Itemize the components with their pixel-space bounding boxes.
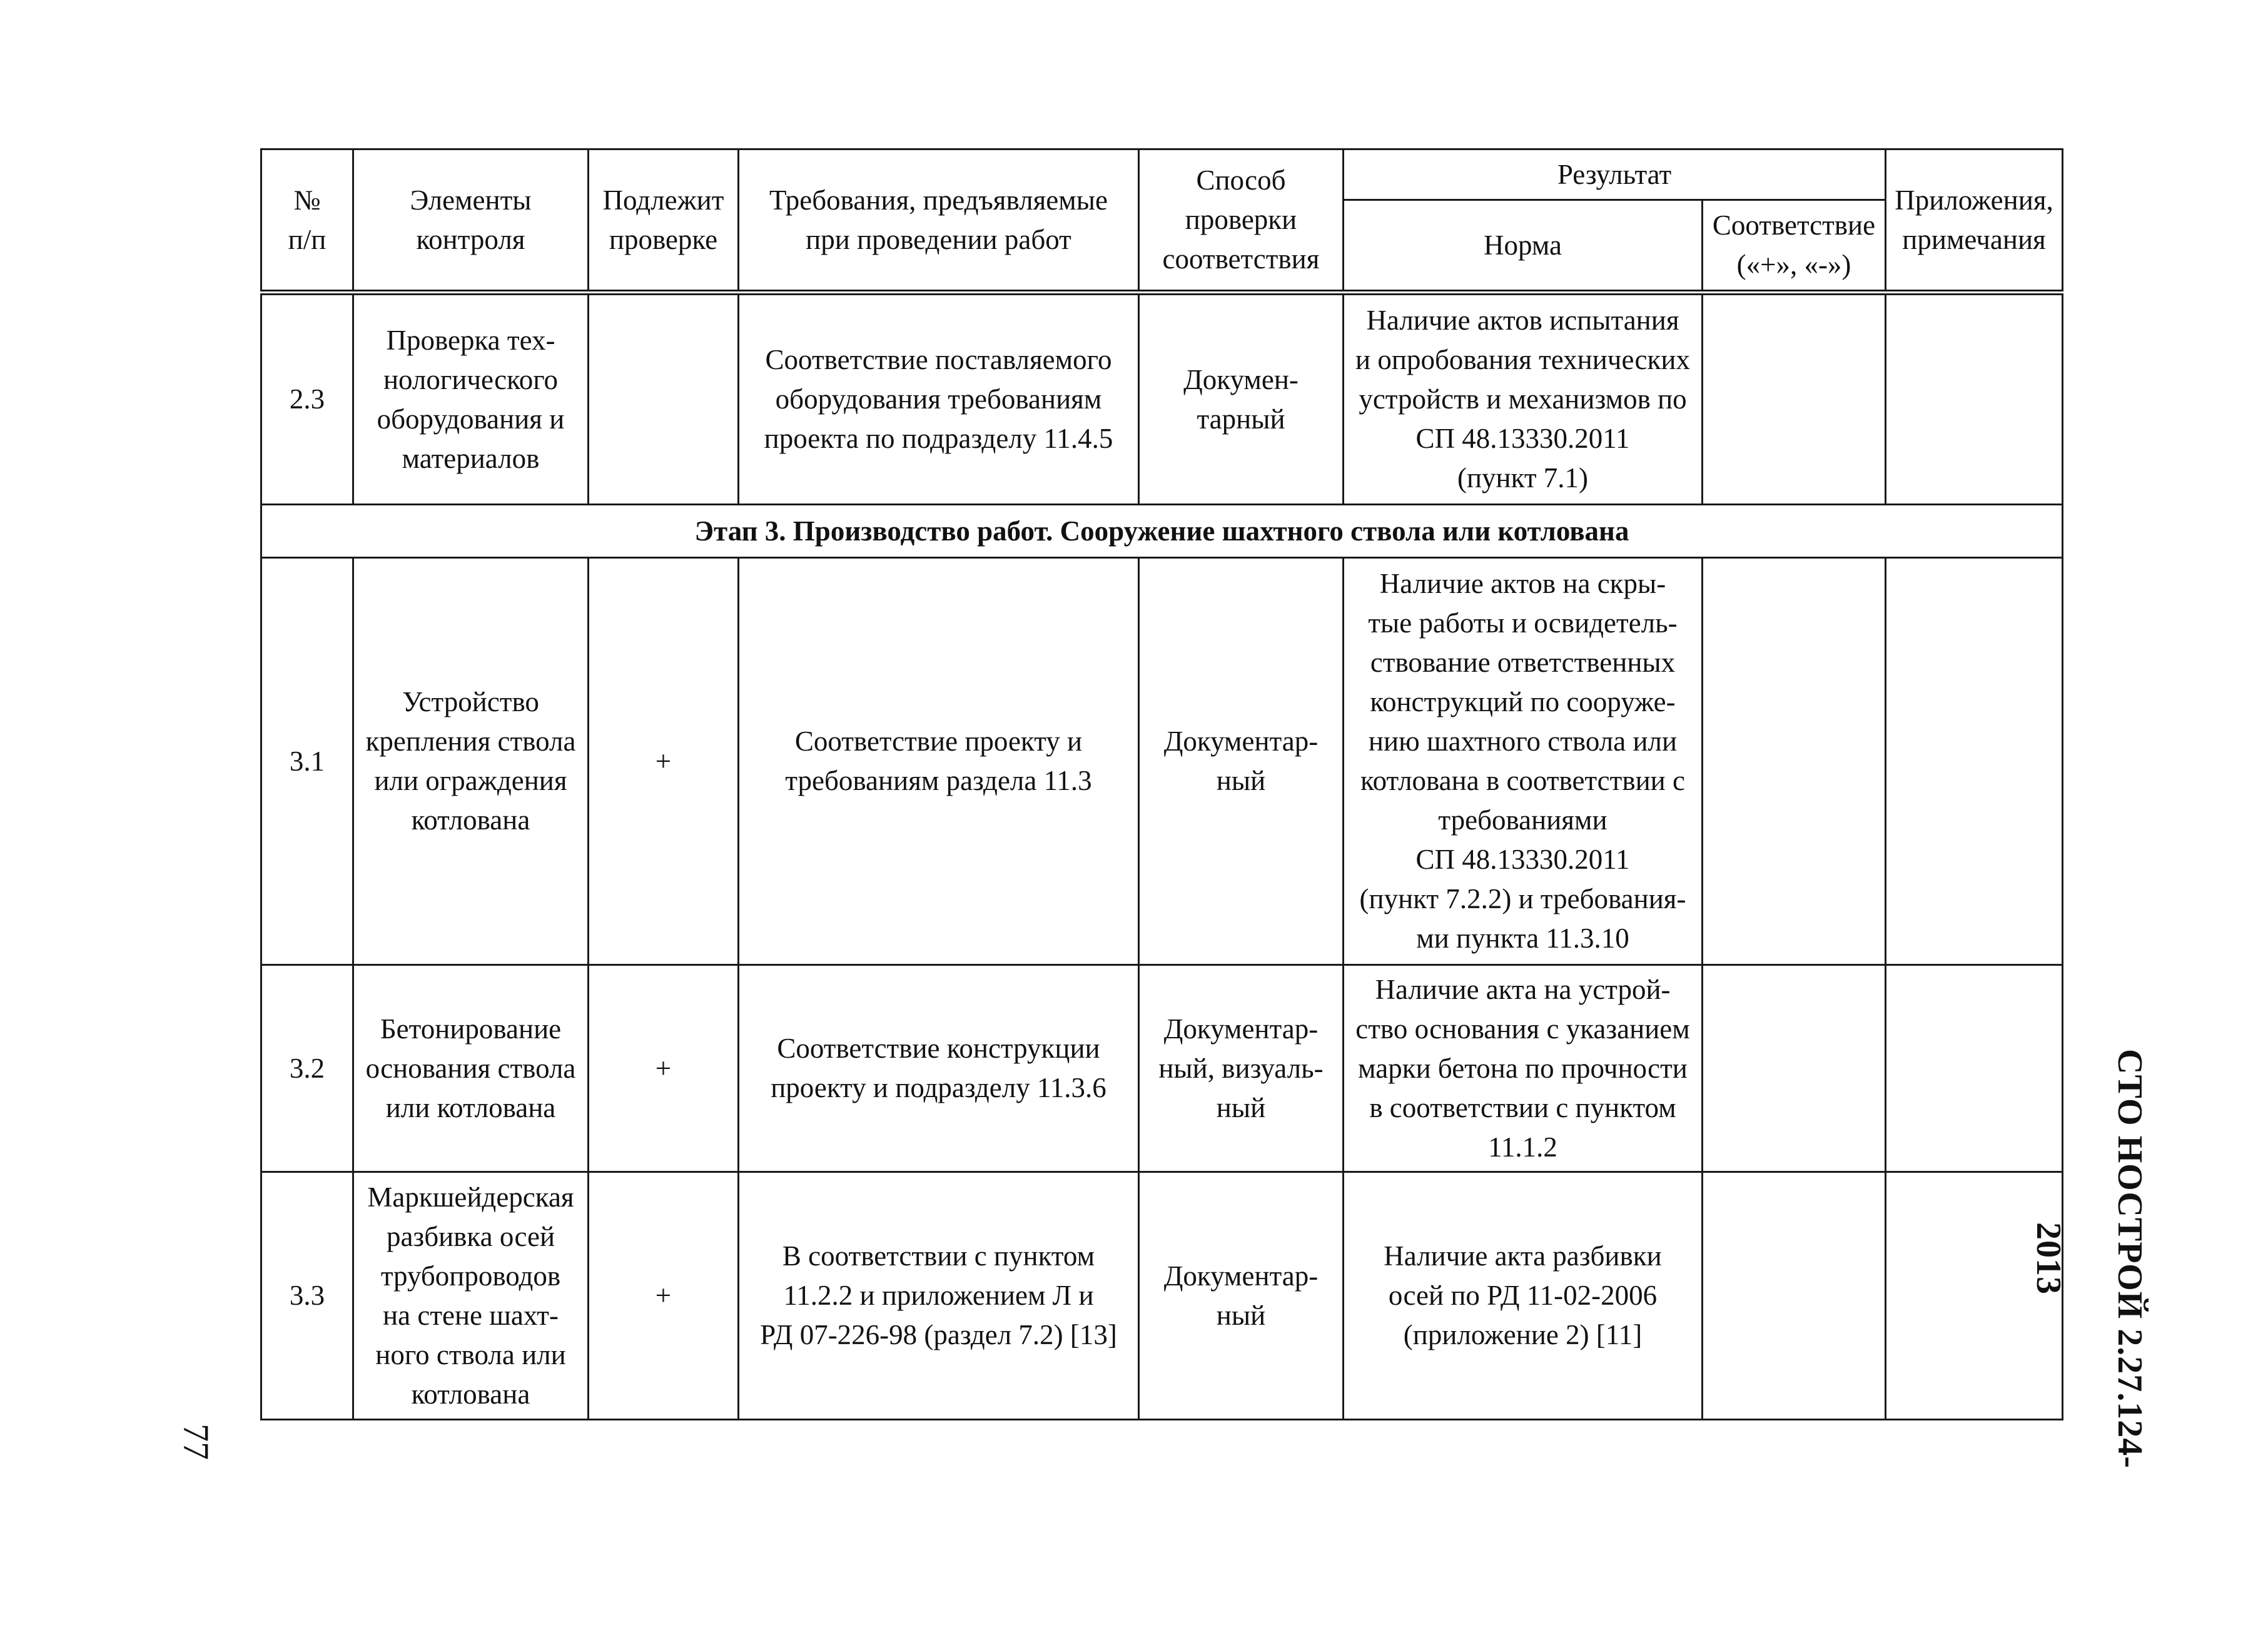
row-compliance	[1703, 293, 1886, 505]
stage-heading: Этап 3. Производство работ. Сооружение шахтного ствола или котлована	[261, 505, 2063, 558]
row-compliance	[1703, 558, 1886, 965]
row-method: Документар- ный	[1139, 558, 1344, 965]
header-requirements: Требования, предъявляемые при проведении работ	[739, 149, 1139, 293]
stage-heading-row	[261, 505, 2063, 558]
row-norm: Наличие акта на устрой- ство основания с указанием марки бетона по прочности в соответствии с пунктом 11.1.2	[1344, 965, 1703, 1172]
row-method: Докумен- тарный	[1139, 293, 1344, 505]
row-requirement: Соответствие конструкции проекту и подразделу 11.3.6	[739, 965, 1139, 1172]
table-row	[261, 293, 2063, 505]
table-row	[261, 965, 2063, 1172]
header-notes: Приложения, примечания	[1886, 149, 2063, 293]
row-notes	[1886, 558, 2063, 965]
row-num: 3.1	[261, 558, 353, 965]
row-method: Документар- ный	[1139, 1172, 1344, 1420]
row-requirement: В соответствии с пунктом 11.2.2 и приложением Л и РД 07-226-98 (раздел 7.2) [13]	[739, 1172, 1139, 1420]
row-num: 3.2	[261, 965, 353, 1172]
row-subject: +	[589, 1172, 739, 1420]
row-norm: Наличие актов испытания и опробования технических устройств и механизмов по СП 48.13330.2011 (пункт 7.1)	[1344, 293, 1703, 505]
table-row	[261, 1172, 2063, 1420]
row-norm: Наличие актов на скры- тые работы и освидетель- ствование ответственных конструкций по сооруже- нию шахтного ствола или котлована в соответствии с требованиями СП 48.13330.2011 (пункт 7.2.2) и требования- ми пункта 11.3.10	[1344, 558, 1703, 965]
row-subject	[589, 293, 739, 505]
header-elements: Элементы контроля	[353, 149, 589, 293]
row-notes	[1886, 293, 2063, 505]
row-requirement: Соответствие поставляемого оборудования требованиям проекта по подразделу 11.4.5	[739, 293, 1139, 505]
row-compliance	[1703, 1172, 1886, 1420]
row-subject: +	[589, 965, 739, 1172]
header-compliance: Соответствие («+», «-»)	[1703, 200, 1886, 293]
row-notes	[1886, 1172, 2063, 1420]
row-requirement: Соответствие проекту и требованиям раздела 11.3	[739, 558, 1139, 965]
document-code: СТО НОСТРОЙ 2.27.124-2013	[2029, 1048, 2149, 1469]
row-subject: +	[589, 558, 739, 965]
header-result: Результат	[1344, 149, 1886, 200]
row-notes	[1886, 965, 2063, 1172]
header-subject: Подлежит проверке	[589, 149, 739, 293]
table-row	[261, 558, 2063, 965]
row-norm: Наличие акта разбивки осей по РД 11-02-2006 (приложение 2) [11]	[1344, 1172, 1703, 1420]
row-element: Маркшейдерская разбивка осей трубопроводов на стене шахт- ного ствола или котлована	[353, 1172, 589, 1420]
header-num: № п/п	[261, 149, 353, 293]
row-element: Устройство крепления ствола или ограждения котлована	[353, 558, 589, 965]
table-header-row	[261, 149, 2063, 200]
row-method: Документар- ный, визуаль- ный	[1139, 965, 1344, 1172]
row-element: Проверка тех- нологического оборудования и материалов	[353, 293, 589, 505]
row-element: Бетонирование основания ствола или котлована	[353, 965, 589, 1172]
page-number: 77	[176, 1424, 216, 1460]
control-table	[260, 148, 2063, 1420]
row-compliance	[1703, 965, 1886, 1172]
header-method: Способ проверки соответствия	[1139, 149, 1344, 293]
row-num: 2.3	[261, 293, 353, 505]
row-num: 3.3	[261, 1172, 353, 1420]
header-norm: Норма	[1344, 200, 1703, 293]
